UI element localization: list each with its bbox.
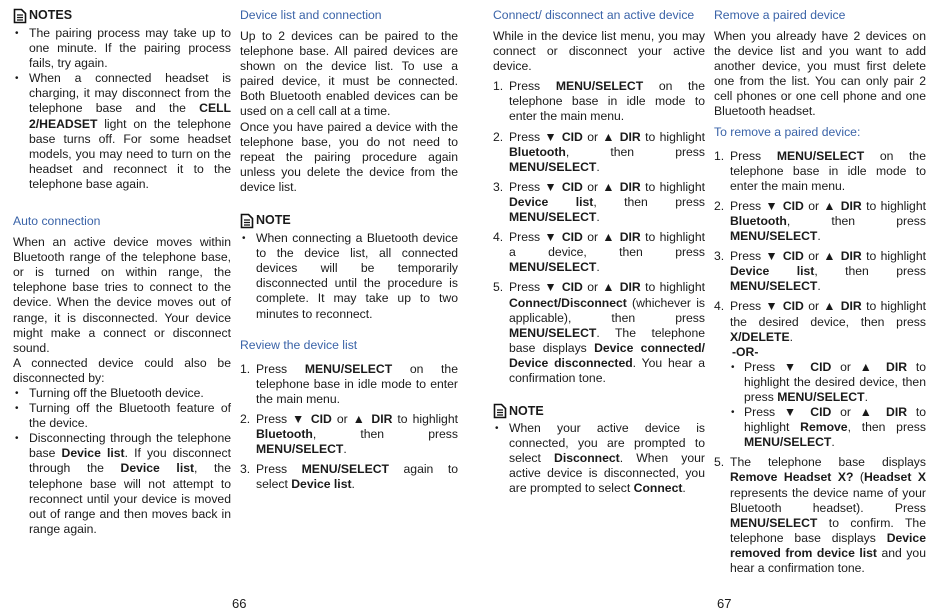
- step-item: 4. Press ▼ CID or ▲ DIR to highlight the desired device, then press X/DELETE. -OR- • Press ▼ CID or ▲ DIR to highlight the desired device, then press MENU/SELECT. • Press ▼ CID or ▲ DIR to highlight Remove, then press MENU/SELECT.: [714, 299, 926, 450]
- column-1: [13, 8, 231, 537]
- note-icon: [13, 8, 27, 24]
- bullet-item: • When your active device is connected, you are prompted to select Disconnect. When your active device is disconnected, you are prompted to select Connect.: [493, 421, 705, 496]
- remove-steps-list: [714, 149, 926, 577]
- remove-intro: When you already have 2 devices on the device list and you want to add another device, you must first delete one from the list. You can only pair 2 cell phones or one cell phone and one Bluetooth headset.: [714, 29, 926, 119]
- review-device-list-heading: Review the device list: [240, 337, 358, 352]
- note-list: [493, 421, 705, 496]
- remove-device-heading: Remove a paired device: [714, 8, 846, 22]
- step-number: 3.: [493, 179, 504, 194]
- device-list-paragraph-2: Once you have paired a device with the telephone base, you do not need to repeat the pairing procedure again unless you delete the device from the device list.: [240, 119, 458, 194]
- bullet-item: • Turning off the Bluetooth feature of the device.: [13, 401, 231, 431]
- note-icon: [240, 213, 254, 229]
- notes-list: [13, 26, 231, 192]
- step-item: 2. Press ▼ CID or ▲ DIR to highlight Bluetooth, then press MENU/SELECT.: [240, 411, 458, 457]
- note-list: [240, 231, 458, 322]
- page-number-left: 66: [232, 596, 247, 611]
- remove-subheading: To remove a paired device:: [714, 124, 861, 139]
- auto-connection-heading: Auto connection: [13, 214, 101, 229]
- step-number: 4.: [493, 230, 504, 245]
- device-list-paragraph: Up to 2 devices can be paired to the telephone base. All paired devices are shown on the device list. To use a paired device, it must be connected. Both Bluetooth enabled devices can be used on a cell call at a time.: [240, 29, 458, 119]
- bullet-item: • Disconnecting through the telephone base Device list. If you disconnect through the Device list, the telephone base will not attempt to reconnect until your device is moved out of range and then moves back in range again.: [13, 431, 231, 537]
- step-item: 4. Press ▼ CID or ▲ DIR to highlight a device, then press MENU/SELECT.: [493, 230, 705, 275]
- bullet-item: • When connecting a Bluetooth device to the device list, all connected devices will be temporarily disconnected until the procedure is complete. It may take up to two minutes to reconnect.: [240, 231, 458, 322]
- device-list-heading: Device list and connection: [240, 8, 382, 22]
- step-number: 1.: [493, 79, 504, 94]
- connect-disconnect-heading: Connect/ disconnect an active device: [493, 8, 695, 22]
- column-3: [493, 8, 705, 497]
- step-item: 5. The telephone base displays Remove Headset X? (Headset X represents the device name of your Bluetooth headset). Press MENU/SELECT to confirm. The telephone base displays Device removed from device list and you hear a confirmation tone.: [714, 455, 927, 575]
- note-header: NOTE: [493, 403, 705, 419]
- disconnect-reasons-list: [13, 386, 231, 537]
- bullet-item: • The pairing process may take up to one minute. If the pairing process fails, try again.: [13, 26, 231, 71]
- step-number: 2.: [714, 198, 725, 213]
- review-steps-list: [240, 362, 458, 493]
- bullet-item: • When a connected headset is charging, it may disconnect from the telephone base and the CELL 2/HEADSET light on the telephone base turns off. For some headset models, you may need to turn on the headset and reconnect it to the telephone base again.: [13, 71, 231, 192]
- step-item: 2. Press ▼ CID or ▲ DIR to highlight Bluetooth, then press MENU/SELECT.: [714, 198, 926, 244]
- column-4: [714, 8, 926, 581]
- page-number-right: 67: [717, 596, 732, 611]
- step-item: 3. Press MENU/SELECT again to select Device list.: [240, 462, 458, 492]
- auto-connection-paragraph-2: A connected device could also be disconnected by:: [13, 355, 231, 385]
- auto-connection-paragraph: When an active device moves within Bluetooth range of the telephone base, or is turned on within range, the telephone base tries to connect to the device. When the device moves out of range, it is disconnected. Your device might make a connect or disconnect sound.: [13, 235, 231, 355]
- step-number: 2.: [240, 411, 251, 426]
- sub-bullet-list: [730, 360, 926, 451]
- notes-header: NOTES: [13, 8, 231, 24]
- step-number: 5.: [714, 455, 725, 470]
- step-item: 3. Press ▼ CID or ▲ DIR to highlight Device list, then press MENU/SELECT.: [714, 249, 927, 294]
- connect-intro: While in the device list menu, you may connect or disconnect your active device.: [493, 29, 705, 74]
- step-item: 1. Press MENU/SELECT on the telephone base in idle mode to enter the main menu.: [714, 148, 926, 193]
- step-item: 1. Press MENU/SELECT on the telephone base in idle mode to enter the main menu.: [240, 361, 458, 406]
- step-item: 1. Press MENU/SELECT on the telephone base in idle mode to enter the main menu.: [493, 79, 705, 124]
- note-header: NOTE: [240, 213, 458, 229]
- sub-bullet-item: • Press ▼ CID or ▲ DIR to highlight Remove, then press MENU/SELECT.: [730, 405, 926, 450]
- sub-bullet-item: • Press ▼ CID or ▲ DIR to highlight the desired device, then press MENU/SELECT.: [730, 360, 926, 405]
- or-label: -OR-: [732, 344, 759, 359]
- step-number: 1.: [714, 148, 725, 163]
- column-2: [240, 8, 458, 497]
- step-number: 4.: [714, 299, 725, 314]
- connect-steps-list: [493, 79, 705, 386]
- step-item: 5. Press ▼ CID or ▲ DIR to highlight Connect/Disconnect (whichever is applicable), then press MENU/SELECT. The telephone base displays Device connected/ Device disconnected. You hear a confirmation tone.: [493, 280, 705, 385]
- bullet-item: • Turning off the Bluetooth device.: [13, 386, 231, 401]
- step-number: 3.: [714, 249, 725, 264]
- step-number: 2.: [493, 129, 504, 144]
- step-item: 2. Press ▼ CID or ▲ DIR to highlight Bluetooth, then press MENU/SELECT.: [493, 129, 705, 174]
- step-number: 5.: [493, 280, 504, 295]
- step-number: 1.: [240, 361, 251, 376]
- note-icon: [493, 403, 507, 419]
- step-number: 3.: [240, 462, 251, 477]
- step-item: 3. Press ▼ CID or ▲ DIR to highlight Device list, then press MENU/SELECT.: [493, 179, 706, 225]
